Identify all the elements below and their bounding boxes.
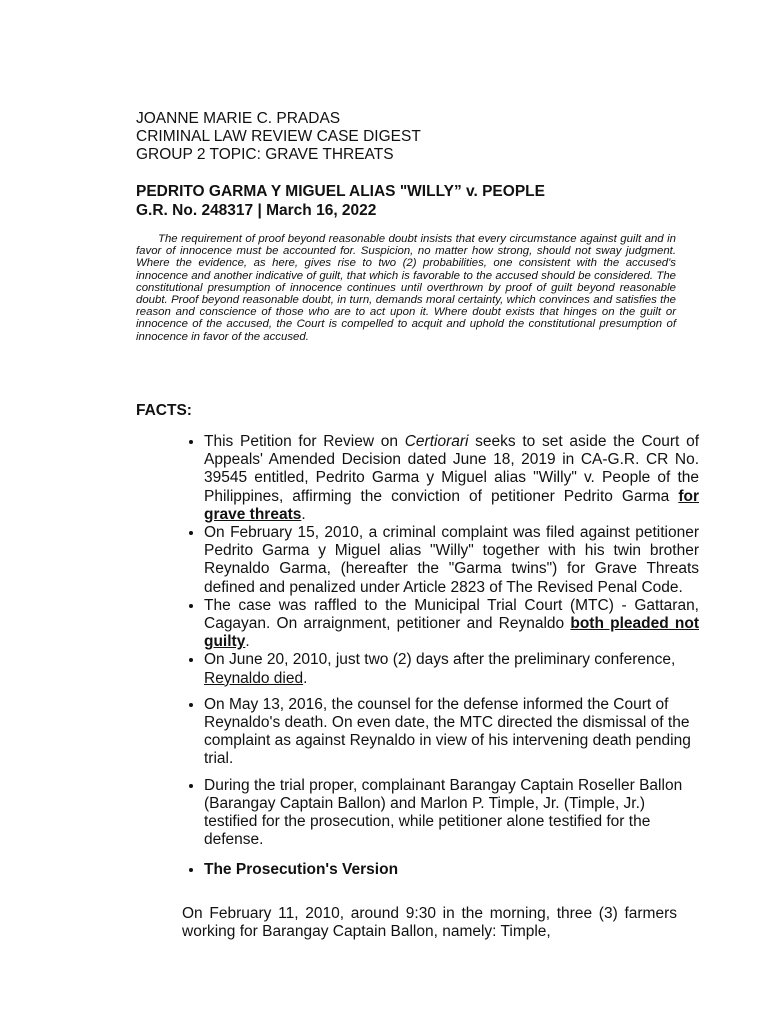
author-name: JOANNE MARIE C. PRADAS — [136, 110, 341, 127]
case-abstract: The requirement of proof beyond reasonable doubt insists that every circumstance against guilt and in favor of innocence must be accounted for. Suspicion, no matter how strong, should not sway judgment. Where the evidence, as here, gives rise to two (2) probabilities, one consistent with the accused's innocence and another indicative of guilt, that which is favorable to the accused should be considered. The constitutional presumption of innocence continues until overthrown by proof of guilt beyond reasonable doubt. Proof beyond reasonable doubt, in turn, demands moral certainty, which convinces and satisfies the reason and conscience of those who are to act upon it. Where doubt exists that hinges on the guilt or innocence of the accused, the Court is compelled to acquit and uphold the constitutional presumption of innocence in favor of the accused. — [136, 233, 676, 343]
facts-heading: FACTS: — [136, 402, 192, 419]
prosecution-version-heading: • The Prosecution's Version — [204, 861, 699, 879]
fact-text: seeks to set aside the Court of Appeals' Amended Decision dated June 18, 2019 in CA-G.R. CR No. 39545 entitled, Pedrito Garma y Miguel alias "Willy" v. People of the Philippines, affirming the conviction of petitioner Pedrito Garma — [204, 433, 699, 505]
fact-text: . — [303, 669, 308, 687]
prosecution-paragraph: On February 11, 2010, around 9:30 in the morning, three (3) farmers working for Barangay Captain Ballon, namely: Timple, — [182, 905, 677, 941]
fact-item: • On May 13, 2016, the counsel for the defense informed the Court of Reynaldo's death. On even date, the MTC directed the dismissal of the complaint as against Reynaldo in view of his intervening death pending trial. — [204, 696, 699, 769]
fact-italic-term: Certiorari — [404, 433, 469, 450]
case-title: PEDRITO GARMA Y MIGUEL ALIAS "WILLY” v. PEOPLE — [136, 183, 545, 200]
fact-emphasis: for grave threats — [204, 487, 699, 523]
fact-item: • On February 15, 2010, a criminal complaint was filed against petitioner Pedrito Garma y Miguel alias "Willy" together with his twin brother Reynaldo Garma, (hereafter the "Garma twins") for Grave Threats defined and penalized under Article 2823 of The Revised Penal Code. — [204, 524, 699, 597]
document-subject: CRIMINAL LAW REVIEW CASE DIGEST — [136, 128, 421, 145]
fact-item: • During the trial proper, complainant Barangay Captain Roseller Ballon (Barangay Captain Ballon) and Marlon P. Timple, Jr. (Timple, Jr.) testified for the prosecution, while petitioner alone testified for the defense. — [204, 777, 699, 850]
fact-text: This Petition for Review on — [204, 433, 405, 450]
fact-item — [204, 597, 699, 652]
fact-underline: Reynaldo died — [204, 669, 304, 687]
fact-text: On June 20, 2010, just two (2) days after the preliminary conference, — [204, 651, 676, 669]
document-header — [136, 110, 421, 164]
fact-item — [204, 433, 699, 524]
fact-text: The case was raffled to the Municipal Trial Court (MTC) - Gattaran, Cagayan. On arraignment, petitioner and Reynaldo — [204, 596, 699, 633]
case-citation: G.R. No. 248317 | March 16, 2022 — [136, 202, 377, 219]
fact-emphasis: both pleaded not guilty — [204, 615, 699, 651]
case-title-block — [136, 182, 545, 220]
group-topic: GROUP 2 TOPIC: GRAVE THREATS — [136, 146, 394, 163]
fact-item — [204, 651, 699, 687]
fact-text: . — [245, 633, 250, 651]
facts-list — [182, 433, 699, 880]
fact-text: . — [301, 505, 306, 523]
